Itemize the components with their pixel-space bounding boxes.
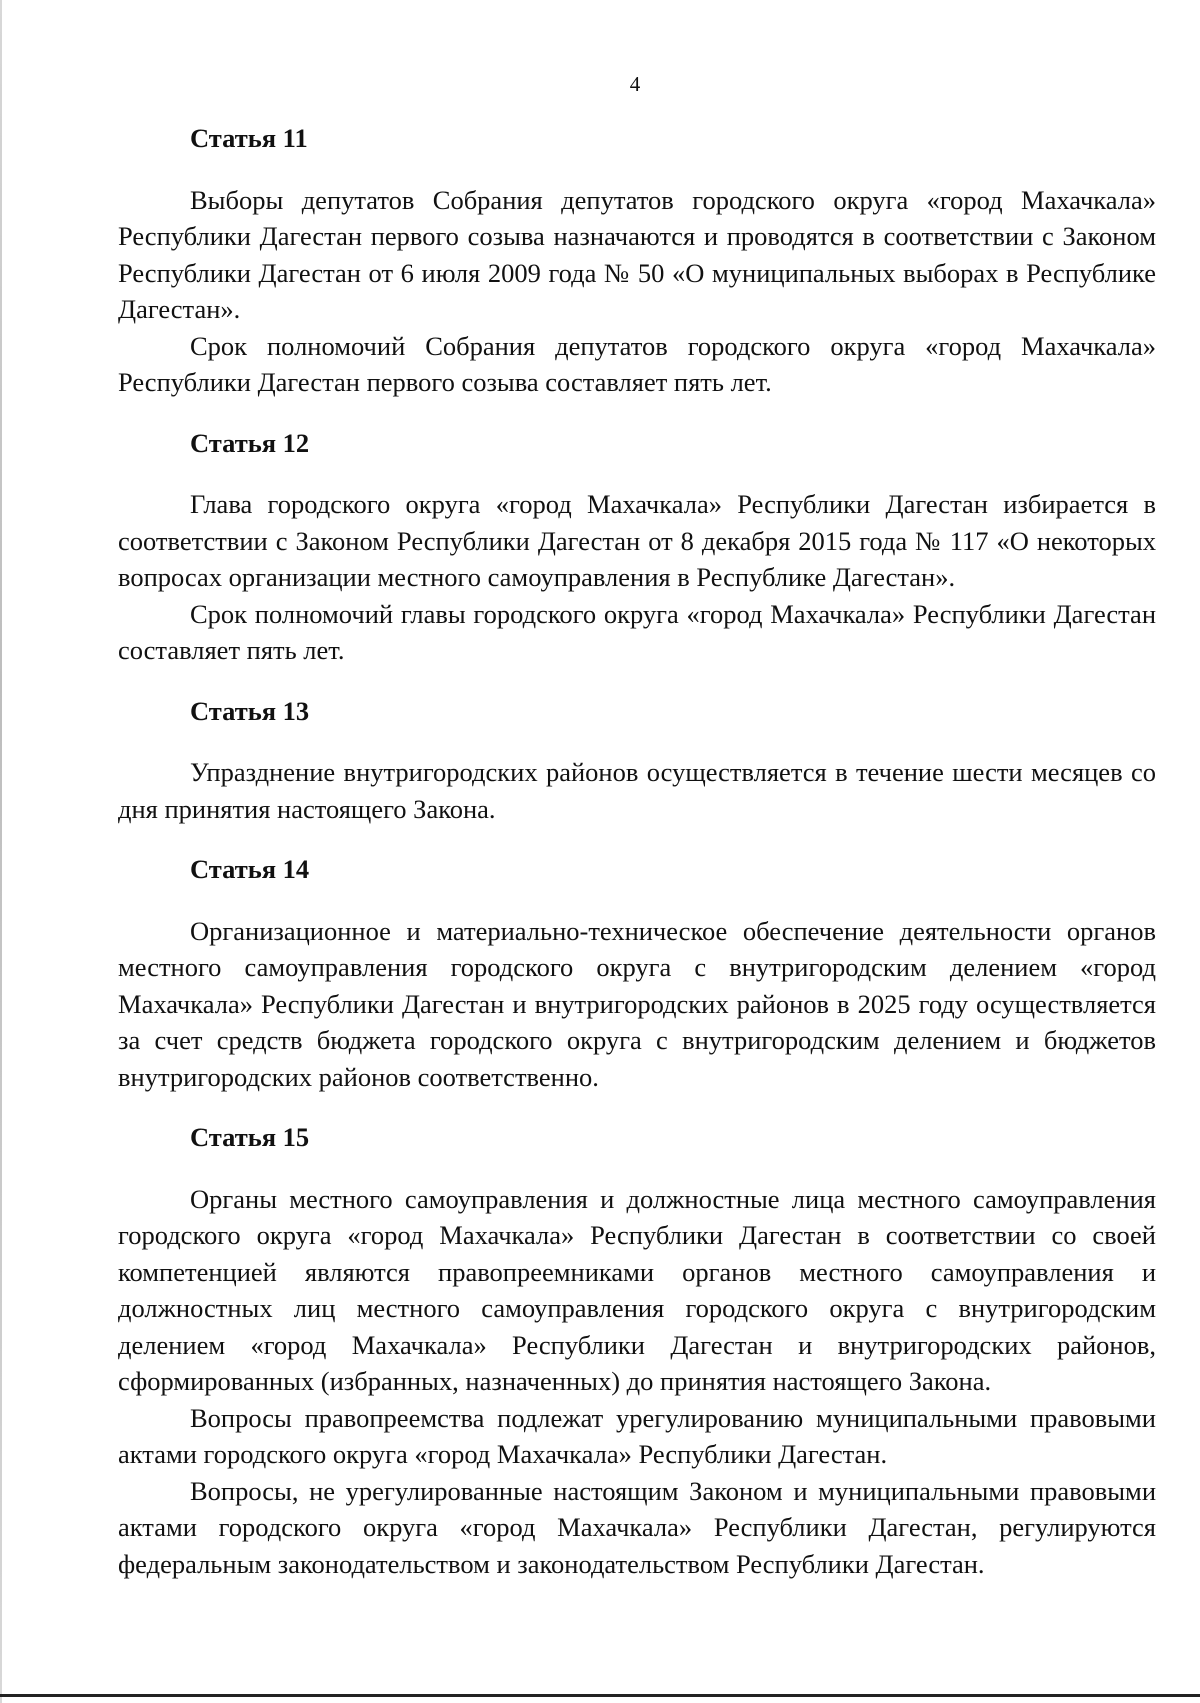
article-paragraph: Выборы депутатов Собрания депутатов городского округа «город Махачкала» Республики Дагестан первого созыва назначаются и проводятся в соответствии с Законом Республики Дагестан от 6 июля 2009 года № 50 «О муниципальных выборах в Республике Дагестан».: [118, 184, 1156, 324]
article-paragraph: Срок полномочий Собрания депутатов городского округа «город Махачкала» Республики Дагестан первого созыва составляет пять лет.: [118, 330, 1156, 397]
article-heading: Статья 14: [190, 854, 310, 884]
article-paragraph: Упразднение внутригородских районов осуществляется в течение шести месяцев со дня принятия настоящего Закона.: [118, 757, 1156, 824]
scan-bottom-edge: [0, 1694, 1200, 1697]
article-paragraph: Вопросы правопреемства подлежат урегулированию муниципальными правовыми актами городского округа «город Махачкала» Республики Дагестан.: [118, 1402, 1156, 1469]
article-paragraph: Организационное и материально-техническое обеспечение деятельности органов местного самоуправления городского округа с внутригородским делением «город Махачкала» Республики Дагестан и внутригородских районов в 2025 году осуществляется за счет средств бюджета городского округа с внутригородским делением и бюджетов внутригородских районов соответственно.: [118, 915, 1156, 1092]
page-number: 4: [629, 72, 641, 96]
article-heading: Статья 13: [190, 695, 310, 726]
document-body: [118, 120, 1156, 1606]
article-12: [118, 425, 1156, 669]
article-heading: Статья 12: [190, 427, 310, 458]
article-11: [118, 120, 1156, 401]
article-paragraph: Вопросы, не урегулированные настоящим Законом и муниципальными правовыми актами городского округа «город Махачкала» Республики Дагестан, регулируются федеральным законодательством и законодательством Республики Дагестан.: [118, 1475, 1156, 1579]
article-14: [118, 851, 1156, 1095]
article-13: [118, 693, 1156, 828]
scan-left-edge: [0, 0, 2, 1703]
article-paragraph: Срок полномочий главы городского округа «город Махачкала» Республики Дагестан составляет пять лет.: [118, 598, 1156, 665]
article-heading: Статья 11: [190, 123, 308, 153]
article-paragraph: Глава городского округа «город Махачкала» Республики Дагестан избирается в соответствии с Законом Республики Дагестан от 8 декабря 2015 года № 117 «О некоторых вопросах организации местного самоуправления в Республике Дагестан».: [118, 489, 1156, 592]
article-paragraph: Органы местного самоуправления и должностные лица местного самоуправления городского округа «город Махачкала» Республики Дагестан в соответствии со своей компетенцией являются правопреемниками органов местного самоуправления и должностных лиц местного самоуправления городского округа с внутригородским делением «город Махачкала» Республики Дагестан и внутригородских районов, сформированных (избранных, назначенных) до принятия настоящего Закона.: [118, 1183, 1156, 1396]
article-15: [118, 1119, 1156, 1582]
article-heading: Статья 15: [190, 1122, 310, 1152]
